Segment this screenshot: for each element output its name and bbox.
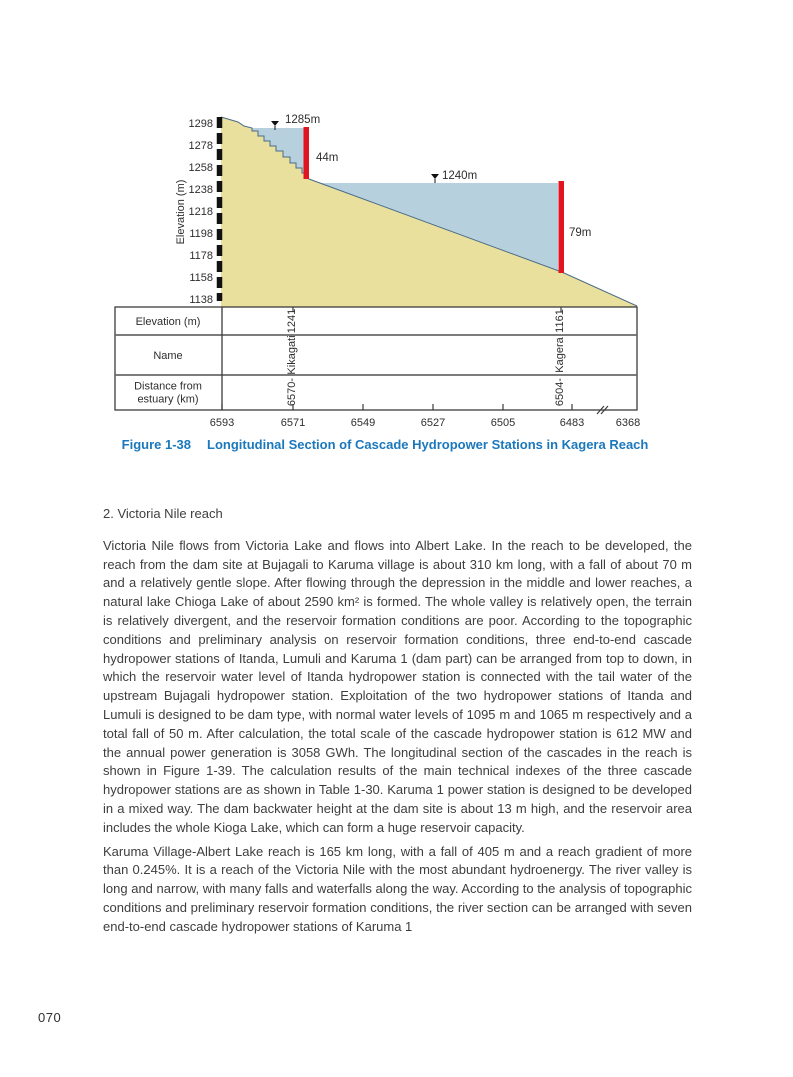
paragraph-victoria-nile: Victoria Nile flows from Victoria Lake and flows into Albert Lake. In the reach to be developed, the reach from the dam site at Bujagali to Karuma village is about 310 km long, with a fall of about 70 m and a relatively gentle slope. After flowing through the depression in the middle and lower reaches, a natural lake Chioga Lake of about 2590 km² is formed. The whole valley is relatively open, the terrain is relatively divergent, and the reservoir formation conditions are poor. According to the topographic conditions and preliminary analysis on reservoir formation conditions, three end-to-end cascade hydropower stations of Itanda, Lumuli and Karuma 1 (dam part) can be arranged from top to down, in which the reservoir water level of Itanda hydropower station is connected with the tail water of the upstream Bujagali hydropower station. Exploitation of the two hydropower stations of Itanda and Lumuli is designed to be dam type, with normal water levels of 1095 m and 1065 m respectively and a total fall of 50 m. After calculation, the total scale of the cascade hydropower station is 612 MW and the annual power generation is 3058 GWh. The longitudinal section of the cascades in the reach is shown in Figure 1-39. The calculation results of the main technical indexes of the three cascade hydropower stations are as shown in Table 1-30. Karuma 1 power station is designed to be developed in a mixed way. The dam backwater height at the dam site is about 13 m high, and the reservoir area includes the whole Kioga Lake, which can form a huge reservoir capacity. [103,537,692,835]
water-level-label: 1240m [442,170,478,182]
table-row-header: Distance from [134,380,202,393]
table-row-header: estuary (km) [137,393,199,406]
y-tick-label: 1178 [189,250,213,262]
y-tick-label: 1278 [188,140,213,152]
dam-kikagati [304,127,310,179]
station-name: Kikagati [285,335,298,375]
figure-caption-label: Figure 1-38 [121,437,191,452]
figure-caption [115,437,655,452]
table-row-header: Elevation (m) [135,316,201,328]
water-level-marker-icon [431,174,439,179]
section-heading: 2. Victoria Nile reach [103,506,223,521]
y-axis-title: Elevation (m) [175,179,187,245]
station-name: Kagera [553,337,566,373]
table-row-header: Name [153,350,183,362]
water-level-marker-icon [271,121,279,126]
x-tick-label: 6549 [350,417,376,429]
y-tick-label: 1218 [188,206,213,218]
x-tick-label: 6593 [209,417,235,429]
page-number: 070 [38,1010,62,1025]
y-tick-label: 1158 [189,272,213,284]
station-elevation: 1161 [553,309,566,333]
dam-kagera [559,181,565,273]
y-tick-label: 1298 [188,118,213,130]
x-tick-label: 6505 [490,417,516,429]
figure-caption-title: Longitudinal Section of Cascade Hydropower Stations in Kagera Reach [207,437,649,452]
paragraph-karuma-village: Karuma Village-Albert Lake reach is 165 km long, with a fall of 405 m and a reach gradient of more than 0.245%. It is a reach of the Victoria Nile with the most abundant hydroenergy. The river valley is long and narrow, with many falls and waterfalls along the way. According to the analysis of topographic conditions and preliminary reservoir formation conditions, the river section can be arranged with seven end-to-end cascade hydropower stations of Karuma 1 [103,843,692,934]
x-tick-label: 6368 [615,417,641,429]
longitudinal-section-chart [110,105,650,435]
x-tick-label: 6483 [559,417,585,429]
water-level-label: 1285m [285,114,321,126]
dam-fall-label: 44m [316,152,339,164]
station-elevation: 1241 [285,308,298,334]
x-tick-label: 6571 [280,417,306,429]
y-tick-label: 1138 [189,294,213,306]
body-text-column [103,505,692,942]
y-tick-label: 1258 [188,162,213,174]
y-tick-label: 1238 [188,184,213,196]
dam-fall-label: 79m [569,227,592,239]
y-tick-label: 1198 [189,228,213,240]
station-distance: 6504- [553,377,566,407]
x-tick-label: 6527 [420,417,446,429]
station-distance: 6570- [285,377,298,407]
